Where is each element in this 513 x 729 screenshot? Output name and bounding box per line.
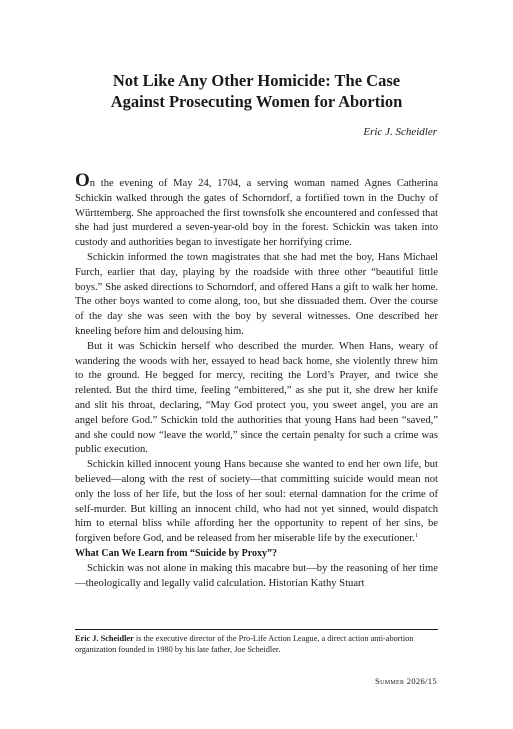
footnote-author-name: Eric J. Scheidler bbox=[75, 634, 134, 643]
footnote-marker: 1 bbox=[414, 533, 418, 540]
paragraph-1-text: n the evening of May 24, 1704, a serving woman named Agnes Catherina Schickin walked through the gates of Schorndorf, a fortified town in the Duchy of Württemberg. She approached the first townsfolk she encountered and confessed that she had just murdered a seven-year-old boy in the forest. Schickin was taken into custody and authorities began to investigate her horrifying crime. bbox=[75, 178, 438, 249]
title-line-1: Not Like Any Other Homicide: The Case bbox=[112, 71, 401, 90]
page-folio bbox=[375, 676, 437, 686]
paragraph-4-text: Schickin killed innocent young Hans because she wanted to end her own life, but believed—along with the rest of society—that committing suicide would mean not only the loss of her life, but the loss of her soul: eternal damnation for the crime of self-murder. But killing an innocent child, who had not yet sinned, would dispatch him to eternal bliss while affording her the opportunity to repent of her sins, be forgiven before God, and be released from her miserable life by the executioner. bbox=[75, 459, 438, 545]
author-footnote bbox=[75, 633, 438, 655]
author-byline: Eric J. Scheidler bbox=[363, 126, 437, 138]
paragraph-1 bbox=[75, 170, 438, 251]
footnote-text: is the executive director of the Pro-Life Action League, a direct action anti-abortion organization founded in 1980 by his late father, Joe Scheidler. bbox=[75, 634, 414, 654]
folio-number: 2026/15 bbox=[406, 676, 437, 686]
section-subhead: What Can We Learn from “Suicide by Proxy”? bbox=[75, 547, 277, 559]
title-line-2: Against Prosecuting Women for Abortion bbox=[110, 92, 403, 111]
folio-season: Summer bbox=[375, 676, 405, 686]
footnote-rule bbox=[75, 629, 438, 630]
paragraph-2: Schickin informed the town magistrates that she had met the boy, Hans Michael Furch, earlier that day, playing by the roadside with three other “beautiful little boys.” She asked directions to Schorndorf, and offered Hans a gift to walk her home. The other boys wanted to come along, too, but she dissuaded them. Over the course of the day she was seen with the boy by several witnesses. One described her kneeling before him and delousing him. bbox=[75, 251, 438, 337]
drop-cap: O bbox=[75, 170, 90, 191]
article-title bbox=[0, 70, 513, 112]
article-body bbox=[75, 170, 438, 591]
paragraph-3: But it was Schickin herself who described the murder. When Hans, weary of wandering the woods with her, essayed to head back home, she violently threw him to the ground. He begged for mercy, reciting the Lord’s Prayer, and twice she relented. But the third time, feeling “embittered,” as she put it, she drew her knife and slit his throat, declaring, “May God protect you, you sweet angel, you are an angel before God.” Schickin told the authorities that young Hans had been “saved,” and she could now “leave the world,” since the certain penalty for such a crime was public execution. bbox=[75, 340, 438, 456]
paragraph-4 bbox=[75, 458, 438, 547]
paragraph-5: Schickin was not alone in making this macabre but—by the reasoning of her time—theologically and legally valid calculation. Historian Kathy Stuart bbox=[75, 562, 438, 589]
